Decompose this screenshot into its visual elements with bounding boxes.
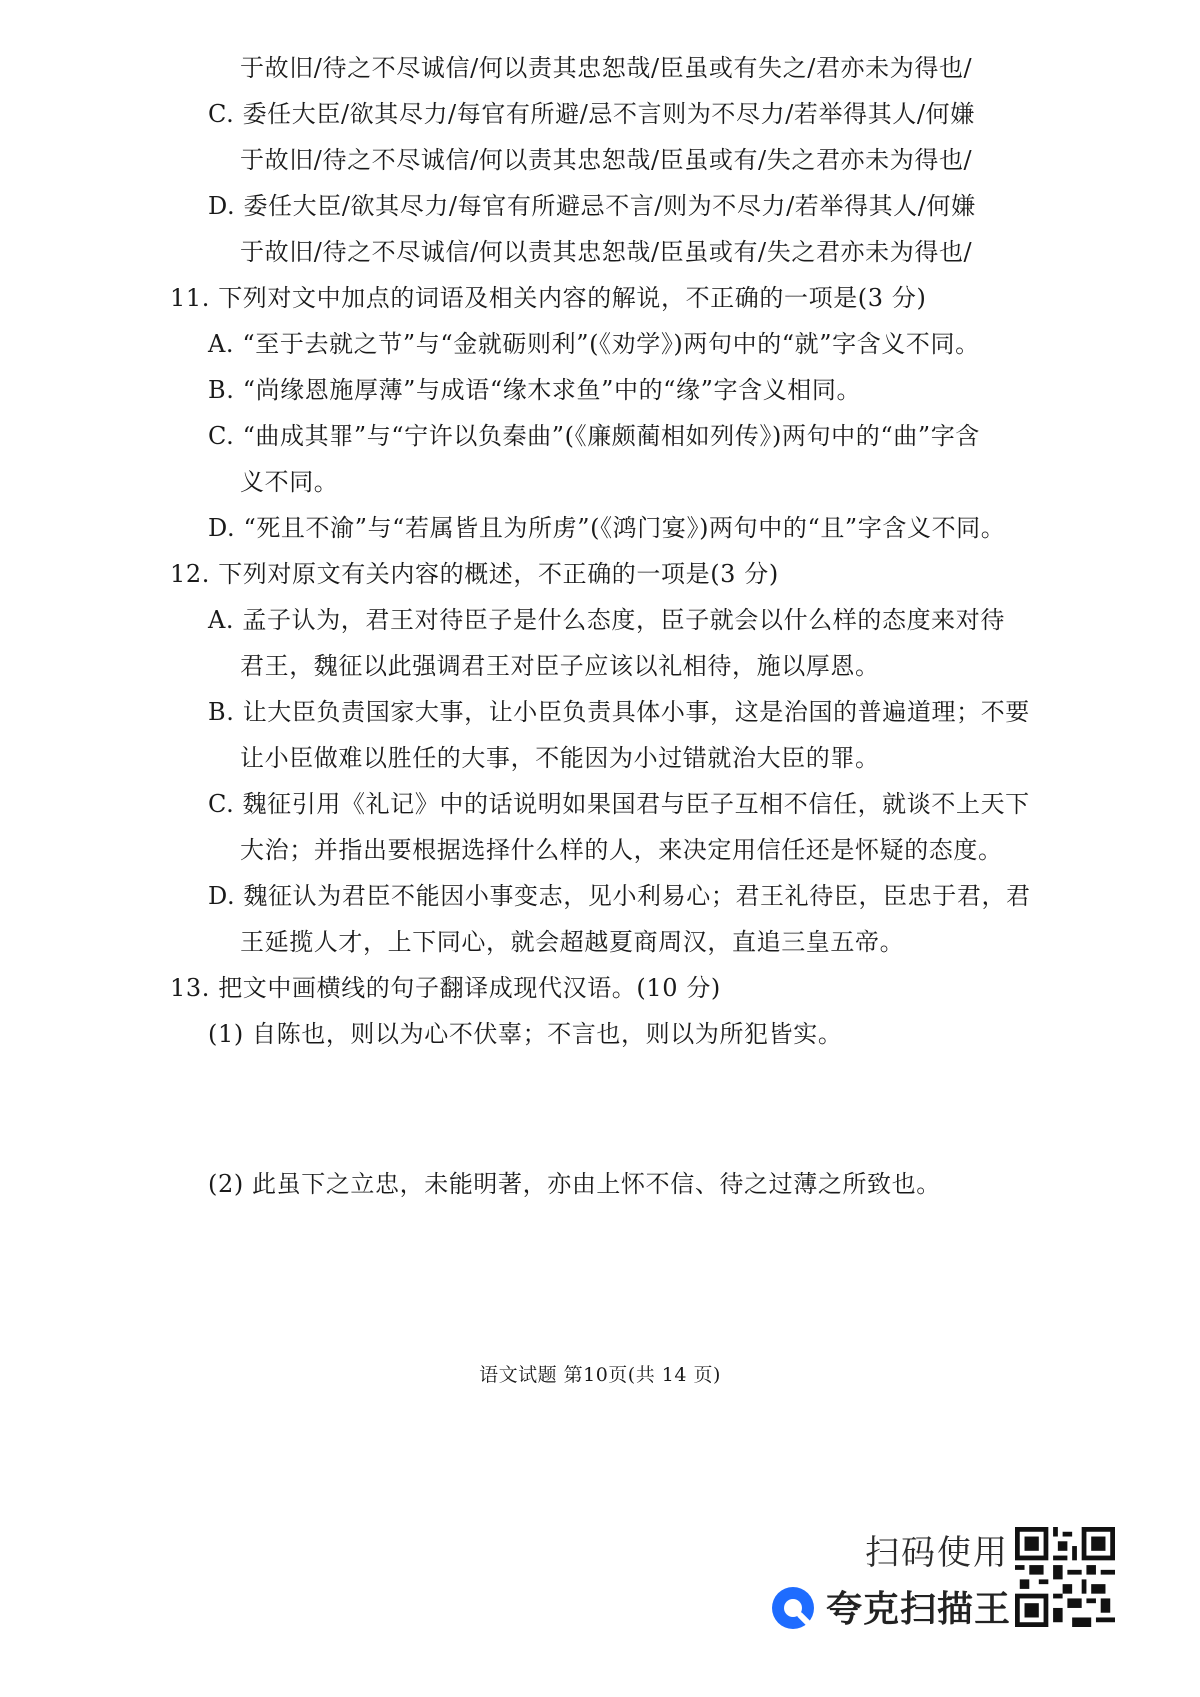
- q11-option-b: B. “尚缘恩施厚薄”与成语“缘木求鱼”中的“缘”字含义相同。: [208, 376, 862, 404]
- q12-option-a-cont: 君王，魏征以此强调君王对臣子应该以礼相待，施以厚恩。: [240, 652, 880, 680]
- option-d-line: D. 委任大臣/欲其尽力/每官有所避忌不言/则为不尽力/若举得其人/何嫌: [208, 192, 976, 220]
- q13-sentence-1: (1) 自陈也，则以为心不伏辜；不言也，则以为所犯皆实。: [208, 1020, 843, 1048]
- page-footer: 语文试题 第10页(共 14 页): [479, 1364, 721, 1386]
- q12-option-c: C. 魏征引用《礼记》中的话说明如果国君与臣子互相不信任，就谈不上天下: [208, 790, 1030, 818]
- text-line: 于故旧/待之不尽诚信/何以责其忠恕哉/臣虽或有/失之君亦未为得也/: [240, 146, 973, 174]
- qr-code-icon: [1015, 1527, 1115, 1627]
- q12-option-a: A. 孟子认为，君王对待臣子是什么态度，臣子就会以什么样的态度来对待: [208, 606, 1005, 634]
- q12-option-d: D. 魏征认为君臣不能因小事变志，见小利易心；君王礼待臣，臣忠于君，君: [208, 882, 1031, 910]
- scan-to-use-label: 扫码使用: [865, 1533, 1009, 1573]
- q11-option-c-cont: 义不同。: [240, 468, 339, 496]
- text-line: 于故旧/待之不尽诚信/何以责其忠恕哉/臣虽或有/失之君亦未为得也/: [240, 238, 973, 266]
- q11-option-d: D. “死且不渝”与“若属皆且为所虏”(《鸿门宴》)两句中的“且”字含义不同。: [208, 514, 1006, 542]
- brand-name: 夸克扫描王: [826, 1589, 1012, 1630]
- q13-sentence-2: (2) 此虽下之立忠，未能明著，亦由上怀不信、待之过薄之所致也。: [208, 1170, 941, 1198]
- question-11: 11. 下列对文中加点的词语及相关内容的解说，不正确的一项是(3 分): [170, 284, 927, 312]
- q12-option-c-cont: 大治；并指出要根据选择什么样的人，来决定用信任还是怀疑的态度。: [240, 836, 1003, 864]
- scanner-watermark: [770, 1525, 1200, 1665]
- text-line: 于故旧/待之不尽诚信/何以责其忠恕哉/臣虽或有失之/君亦未为得也/: [240, 54, 973, 82]
- q12-option-d-cont: 王延揽人才，上下同心，就会超越夏商周汉，直追三皇五帝。: [240, 928, 905, 956]
- option-c-line: C. 委任大臣/欲其尽力/每官有所避/忌不言则为不尽力/若举得其人/何嫌: [208, 100, 975, 128]
- quark-logo-icon: [770, 1585, 816, 1631]
- q12-option-b-cont: 让小臣做难以胜任的大事，不能因为小过错就治大臣的罪。: [240, 744, 880, 772]
- q12-option-b: B. 让大臣负责国家大事，让小臣负责具体小事，这是治国的普遍道理；不要: [208, 698, 1030, 726]
- q11-option-c: C. “曲成其罪”与“宁许以负秦曲”(《廉颇蔺相如列传》)两句中的“曲”字含: [208, 422, 980, 450]
- question-13: 13. 把文中画横线的句子翻译成现代汉语。(10 分): [170, 974, 721, 1002]
- question-12: 12. 下列对原文有关内容的概述，不正确的一项是(3 分): [170, 560, 779, 588]
- q11-option-a: A. “至于去就之节”与“金就砺则利”(《劝学》)两句中的“就”字含义不同。: [208, 330, 980, 358]
